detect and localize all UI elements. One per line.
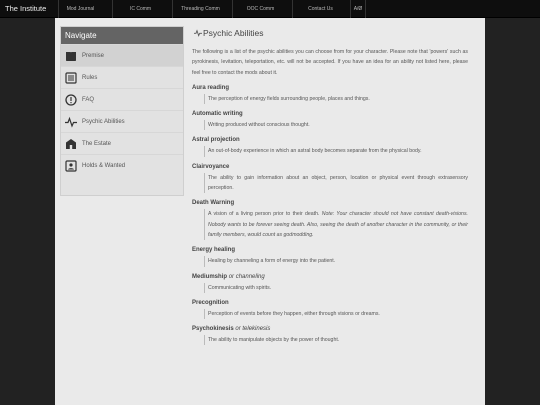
ability-description: Communicating with spirits. <box>204 283 468 293</box>
ability-name: Precognition <box>192 299 229 306</box>
sidebar-item-label: The Estate <box>82 141 112 147</box>
ability-name: Energy healing <box>192 247 236 254</box>
building-icon <box>65 138 77 150</box>
id-card-icon <box>65 160 77 172</box>
ability-heading <box>192 326 468 332</box>
top-navigation-bar <box>0 0 540 18</box>
page-container <box>55 18 485 405</box>
ability-description: Writing produced without conscious thought. <box>204 120 468 130</box>
sidebar-item-label: FAQ <box>82 97 95 103</box>
sidebar-item-psychic-abilities[interactable] <box>61 110 183 132</box>
page-title <box>192 26 468 42</box>
nav-account[interactable]: A/Ø <box>350 0 366 18</box>
nav-ic-comm[interactable]: IC Comm <box>112 0 168 18</box>
ability-description: The ability to gain information about an object, person, location or physical event through extrasensory perception. <box>204 173 468 194</box>
list-icon <box>65 72 77 84</box>
sidebar-item-premise[interactable] <box>61 44 183 66</box>
nav-contact-us[interactable]: Contact Us <box>292 0 348 18</box>
main-content <box>192 26 468 345</box>
ability-description-text: A vision of a living person prior to their death. <box>208 211 320 218</box>
intro-paragraph: The following is a list of the psychic abilities you can choose from for your character. Please note that 'powers' such as pyrokinesis, levitation, teleportation, etc. will not be accepted. If you have an idea for an ability not listed here, please feel free to contact the mods about it. <box>192 49 468 76</box>
ability-description: The perception of energy fields surrounding people, places and things. <box>204 94 468 104</box>
pulse-icon <box>65 116 77 128</box>
ability-name: Automatic writing <box>192 111 243 118</box>
ability-description: An out-of-body experience in which an astral body becomes separate from the physical body. <box>204 146 468 156</box>
nav-threading-comm[interactable]: Threading Comm <box>172 0 228 18</box>
ability-name: Astral projection <box>192 137 240 144</box>
nav-ooc-comm[interactable]: OOC Comm <box>232 0 288 18</box>
ability-description: Healing by channeling a form of energy into the patient. <box>204 256 468 266</box>
sidebar-item-label: Holds & Wanted <box>82 163 126 169</box>
sidebar-item-label: Psychic Abilities <box>82 119 125 125</box>
ability-name: Clairvoyance <box>192 163 230 170</box>
ability-description: The ability to manipulate objects by the power of thought. <box>204 335 468 345</box>
ability-heading <box>192 274 468 280</box>
sidebar-heading: Navigate <box>61 27 183 44</box>
ability-alt-name: or channeling <box>228 273 265 280</box>
sidebar-item-the-estate[interactable] <box>61 132 183 154</box>
sidebar-item-holds-wanted[interactable] <box>61 154 183 176</box>
alert-icon <box>65 94 77 106</box>
sidebar-item-faq[interactable] <box>61 88 183 110</box>
sidebar-item-label: Rules <box>82 75 98 81</box>
nav-mod-journal[interactable]: Mod Journal <box>58 0 102 18</box>
ability-note: Note: Your character should not have constant death-visions. Nobody wants to be forever seeing death. Also, seeing the death of another character in the community, or their family members, would count as godmodding. <box>208 211 468 238</box>
ability-description <box>204 209 468 240</box>
ability-description: Perception of events before they happen, either through visions or dreams. <box>204 309 468 319</box>
book-icon <box>65 50 77 62</box>
sidebar-item-rules[interactable] <box>61 66 183 88</box>
ability-name: Death Warning <box>192 200 235 207</box>
sidebar-item-label: Premise <box>82 53 105 59</box>
ability-alt-name: or telekinesis <box>235 326 271 333</box>
ability-name: Psychokinesis <box>192 326 234 333</box>
pulse-icon <box>194 29 202 37</box>
sidebar <box>60 26 184 196</box>
site-title[interactable]: The Institute <box>5 4 47 13</box>
ability-name: Mediumship <box>192 273 228 280</box>
page-title-text: Psychic Abilities <box>203 28 264 38</box>
ability-name: Aura reading <box>192 84 230 91</box>
